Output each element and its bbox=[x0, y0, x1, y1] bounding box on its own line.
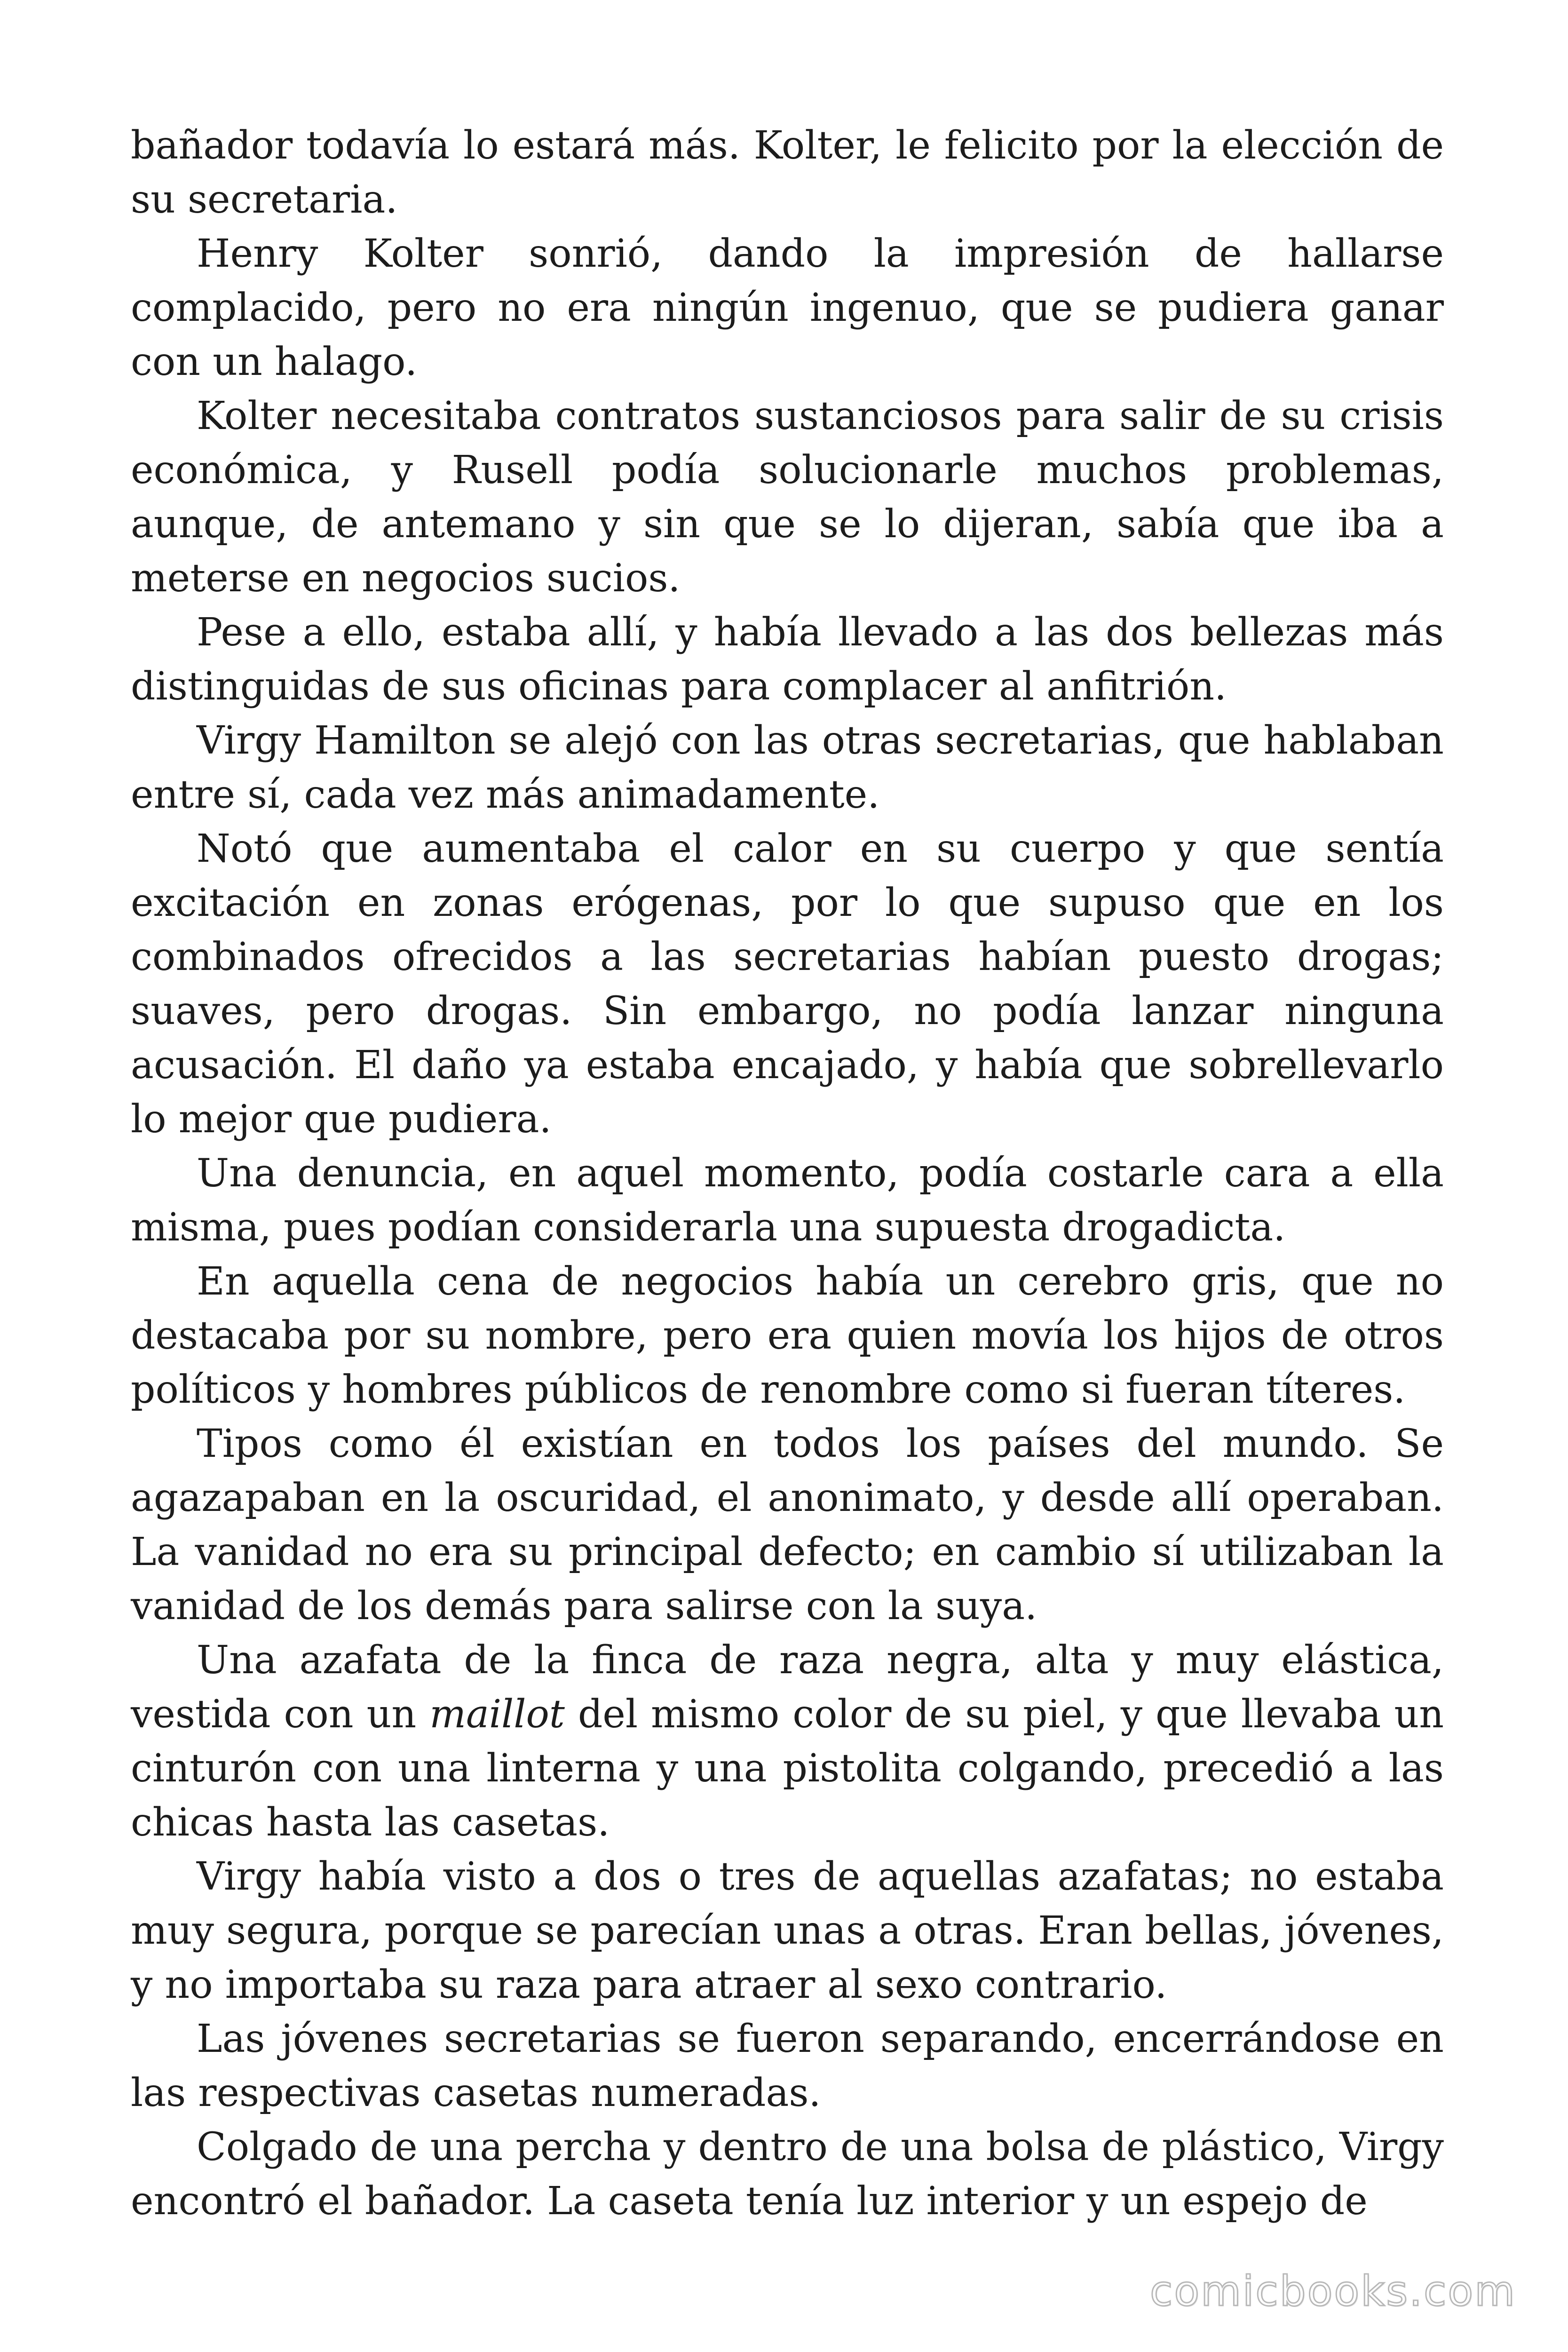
text-run: del mismo color de su piel, y que llevaba un cinturón con una linterna y una pistolita colgando, precedió a las chicas hasta las casetas. bbox=[131, 1692, 1444, 1845]
paragraph: Tipos como él existían en todos los países del mundo. Se agazapaban en la oscuridad, el anonimato, y desde allí operaban. La vanidad no era su principal defecto; en cambio sí utilizaban la vanidad de los demás para salirse con la suya. bbox=[131, 1422, 1444, 1629]
paragraph: Virgy Hamilton se alejó con las otras secretarias, que hablaban entre sí, cada vez más animadamente. bbox=[131, 718, 1444, 817]
paragraph: Kolter necesitaba contratos sustanciosos para salir de su crisis económica, y Rusell podía solucionarle muchos problemas, aunque, de antemano y sin que se lo dijeran, sabía que iba a meterse en negocios sucios. bbox=[131, 394, 1444, 601]
italic-word: maillot bbox=[429, 1692, 565, 1737]
paragraph-with-italic bbox=[131, 1633, 1444, 1850]
text-run: Una azafata de la finca de raza negra, alta y muy elástica, vestida con un bbox=[131, 1638, 1444, 1737]
paragraph: Pese a ello, estaba allí, y había llevado a las dos bellezas más distinguidas de sus oficinas para complacer al anfitrión. bbox=[131, 610, 1444, 709]
paragraph: Las jóvenes secretarias se fueron separando, encerrándose en las respectivas casetas numeradas. bbox=[131, 2017, 1444, 2115]
paragraph: Henry Kolter sonrió, dando la impresión de hallarse complacido, pero no era ningún ingenuo, que se pudiera ganar con un halago. bbox=[131, 231, 1444, 384]
paragraph-continued: bañador todavía lo estará más. Kolter, le felicito por la elección de su secretaria. bbox=[131, 123, 1444, 222]
paragraph: Notó que aumentaba el calor en su cuerpo y que sentía excitación en zonas erógenas, por lo que supuso que en los combinados ofrecidos a las secretarias habían puesto drogas; suaves, pero drogas. Sin embargo, no podía lanzar ninguna acusación. El daño ya estaba encajado, y había que sobrellevarlo lo mejor que pudiera. bbox=[131, 826, 1444, 1142]
paragraph: Colgado de una percha y dentro de una bolsa de plástico, Virgy encontró el bañador. La caseta tenía luz interior y un espejo de bbox=[131, 2125, 1444, 2224]
paragraph: Virgy había visto a dos o tres de aquellas azafatas; no estaba muy segura, porque se parecían unas a otras. Eran bellas, jóvenes, y no importaba su raza para atraer al sexo contrario. bbox=[131, 1854, 1444, 2007]
paragraph: En aquella cena de negocios había un cerebro gris, que no destacaba por su nombre, pero era quien movía los hijos de otros políticos y hombres públicos de renombre como si fueran títeres. bbox=[131, 1259, 1444, 1412]
page-text bbox=[131, 119, 1444, 2228]
watermark-logo: comicbooks.com bbox=[1149, 2267, 1516, 2315]
paragraph: Una denuncia, en aquel momento, podía costarle cara a ella misma, pues podían considerarla una supuesta drogadicta. bbox=[131, 1151, 1444, 1250]
